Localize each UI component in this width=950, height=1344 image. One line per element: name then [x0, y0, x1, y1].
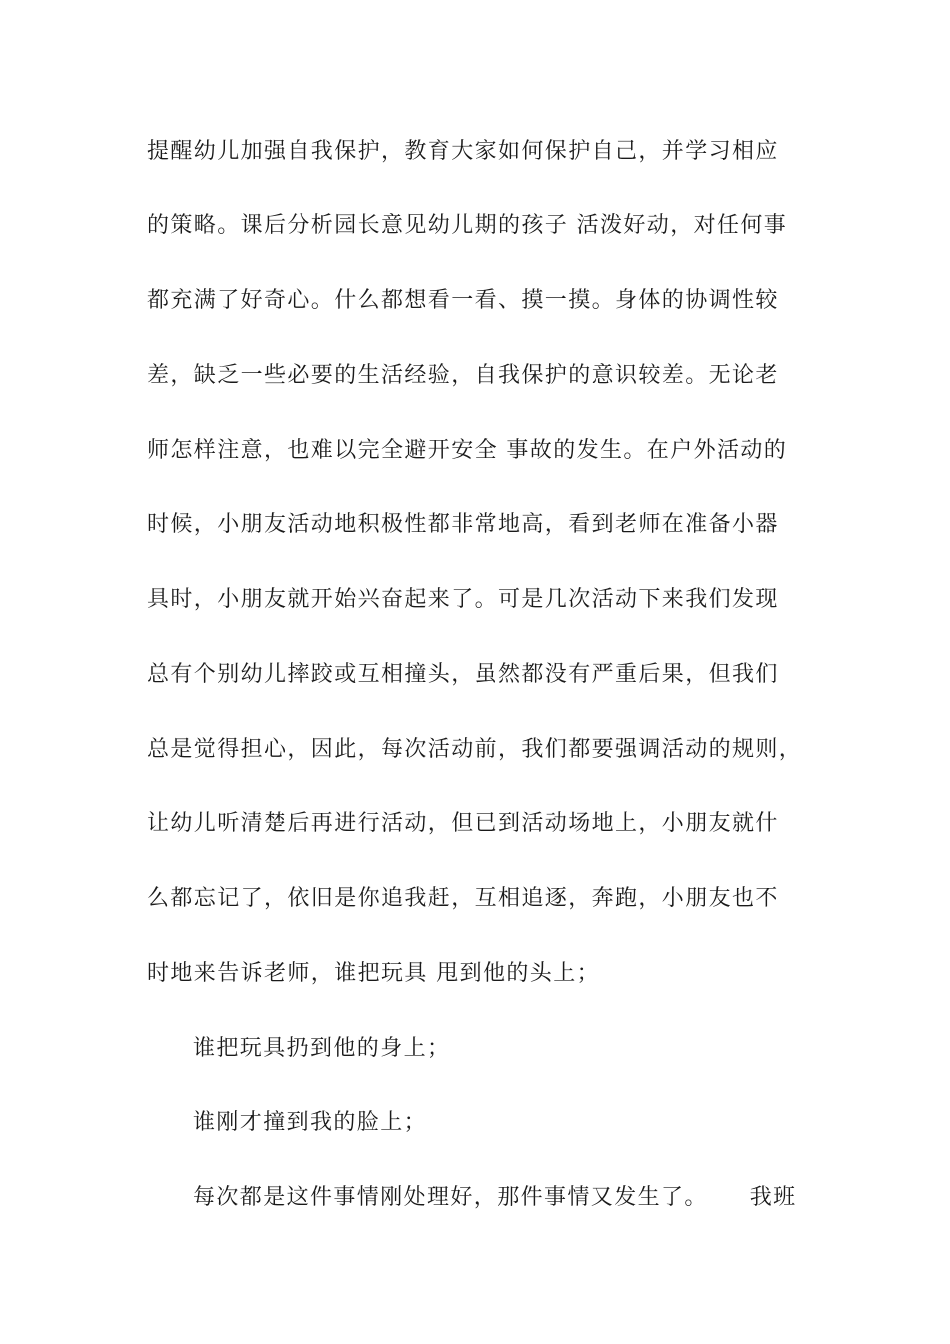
text-line: 时候，小朋友活动地积极性都非常地高，看到老师在准备小器 — [147, 512, 779, 537]
paragraph-line: 谁把玩具扔到他的身上； — [193, 1036, 451, 1061]
text-line: 时地来告诉老师，谁把玩具 甩到他的头上； — [147, 961, 600, 986]
paragraph-line: 谁刚才撞到我的脸上； — [193, 1110, 428, 1135]
text-line: 师怎样注意，也难以完全避开安全 事故的发生。在户外活动的 — [147, 438, 788, 463]
text-line: 么都忘记了，依旧是你追我赶，互相追逐，奔跑，小朋友也不 — [147, 886, 779, 911]
text-line: 提醒幼儿加强自我保护，教育大家如何保护自己，并学习相应 — [147, 139, 779, 164]
text-line: 都充满了好奇心。什么都想看一看、摸一摸。身体的协调性较 — [147, 288, 779, 313]
text-line: 总是觉得担心，因此，每次活动前，我们都要强调活动的规则， — [147, 737, 803, 762]
text-line: 具时，小朋友就开始兴奋起来了。可是几次活动下来我们发现 — [147, 587, 779, 612]
text-line: 总有个别幼儿摔跤或互相撞头，虽然都没有严重后果，但我们 — [147, 662, 779, 687]
text-line: 的策略。课后分析园长意见幼儿期的孩子 活泼好动，对任何事 — [147, 213, 788, 238]
text-line: 让幼儿听清楚后再进行活动，但已到活动场地上，小朋友就什 — [147, 811, 779, 836]
text-line: 差，缺乏一些必要的生活经验，自我保护的意识较差。无论老 — [147, 363, 779, 388]
paragraph-line: 每次都是这件事情刚处理好，那件事情又发生了。 我班 — [193, 1185, 797, 1210]
